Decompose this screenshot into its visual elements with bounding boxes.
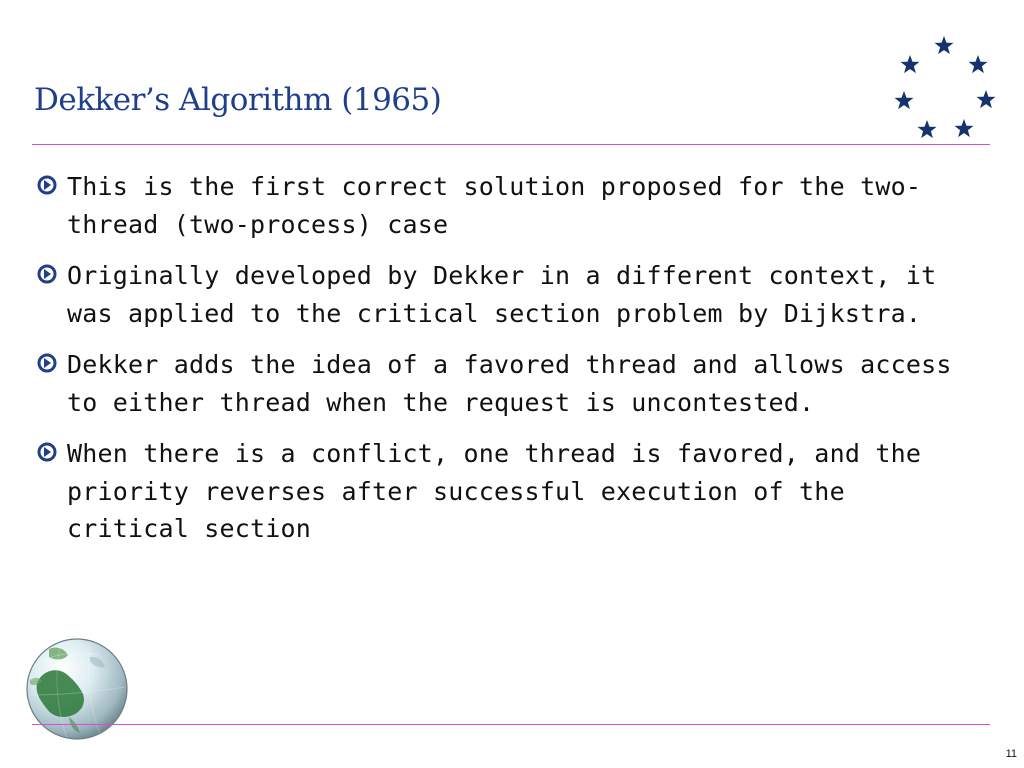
title-divider (32, 144, 990, 145)
bullet-item (36, 346, 996, 421)
circle-arrow-right-icon (36, 263, 58, 285)
circle-arrow-right-icon (36, 174, 58, 196)
footer-divider (32, 724, 990, 725)
star-ring-icon (886, 34, 1004, 144)
slide-title: Dekker’s Algorithm (1965) (34, 82, 442, 118)
globe-icon (25, 637, 129, 741)
bullet-text: Originally developed by Dekker in a different context, it was applied to the critical section problem by Dijkstra. (67, 261, 937, 328)
bullet-item (36, 168, 996, 243)
page-number: 11 (1005, 748, 1017, 760)
bullet-text: This is the first correct solution proposed for the two- thread (two-process) case (67, 172, 922, 239)
bullet-text: When there is a conflict, one thread is favored, and the priority reverses after successful execution of the critical section (67, 439, 922, 543)
bullet-item (36, 257, 996, 332)
circle-arrow-right-icon (36, 352, 58, 374)
bullet-text: Dekker adds the idea of a favored thread and allows access to either thread when the request is uncontested. (67, 350, 952, 417)
bullet-item (36, 435, 996, 548)
circle-arrow-right-icon (36, 441, 58, 463)
bullet-list (36, 168, 996, 562)
